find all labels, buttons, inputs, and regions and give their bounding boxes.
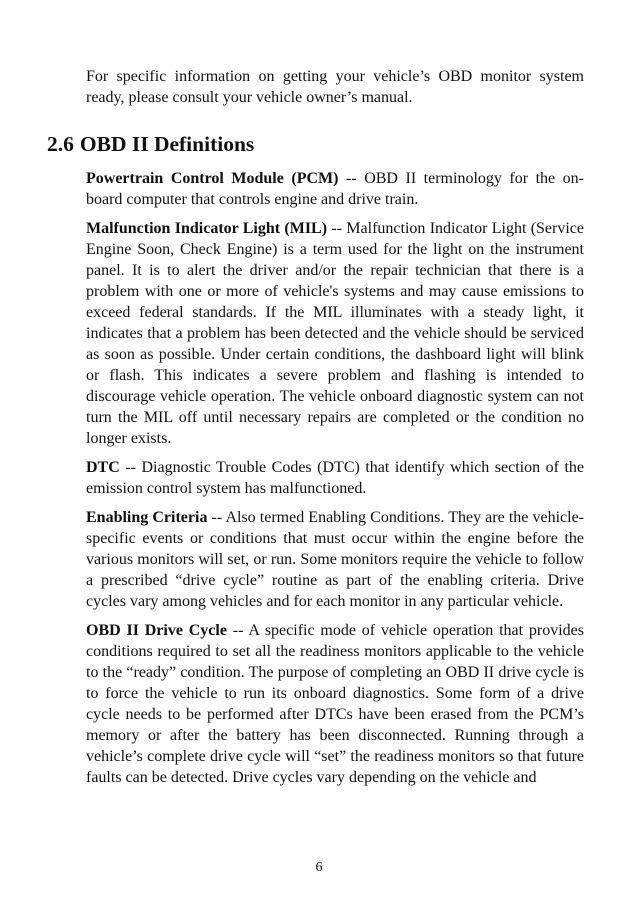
definition-term: Enabling Criteria (86, 509, 208, 526)
definition-mil (86, 218, 584, 449)
section-number: 2.6 (47, 132, 74, 156)
section-title: OBD II Definitions (79, 132, 255, 156)
definition-separator: -- (327, 220, 347, 237)
definition-body: Also termed Enabling Conditions. They are the vehicle-specific events or conditions that must occur within the engine before the various monitors will set, or run. Some monitors require the vehicle to follow a prescribed “drive cycle” routine as part of the enabling criteria. Drive cycles vary among vehicles and for each monitor in any particular vehicle. (86, 509, 584, 610)
definition-term: Powertrain Control Module (PCM) (86, 170, 339, 187)
definition-separator: -- (207, 509, 226, 526)
definition-separator: -- (226, 622, 249, 639)
definition-separator: -- (119, 459, 142, 476)
definition-drive-cycle (86, 620, 584, 788)
definition-dtc (86, 457, 584, 499)
definition-pcm (86, 168, 584, 210)
definition-body: A specific mode of vehicle operation that provides conditions required to set all the readiness monitors applicable to the vehicle to the “ready” condition. The purpose of completing an OBD II drive cycle is to force the vehicle to run its onboard diagnostics. Some form of a drive cycle needs to be performed after DTCs have been erased from the PCM’s memory or after the battery has been disconnected. Running through a vehicle’s complete drive cycle will “set” the readiness monitors so that future faults can be detected. Drive cycles vary depending on the vehicle and (86, 622, 584, 786)
definition-body: OBD II terminology for the on-board computer that controls engine and drive train. (86, 170, 585, 208)
definition-term: DTC (86, 459, 120, 476)
definition-enabling-criteria (86, 507, 584, 612)
definition-body: Malfunction Indicator Light (Service Engine Soon, Check Engine) is a term used for the light on the instrument panel. It is to alert the driver and/or the repair technician that there is a problem with one or more of vehicle's systems and may cause emissions to exceed federal standards. If the MIL illuminates with a steady light, it indicates that a problem has been detected and the vehicle should be serviced as soon as possible. Under certain conditions, the dashboard light will blink or flash. This indicates a severe problem and flashing is intended to discourage vehicle operation. The vehicle onboard diagnostic system can not turn the MIL off until necessary repairs are completed or the condition no longer exists. (86, 220, 584, 447)
intro-paragraph: For specific information on getting your vehicle’s OBD monitor system ready, please consult your vehicle owner’s manual. (86, 68, 584, 106)
definition-term: Malfunction Indicator Light (MIL) (86, 220, 328, 237)
definition-body: Diagnostic Trouble Codes (DTC) that identify which section of the emission control system has malfunctioned. (86, 459, 585, 497)
definitions-list (86, 168, 584, 796)
definition-separator: -- (338, 170, 365, 187)
page-number: 6 (315, 860, 323, 875)
section-heading (47, 130, 254, 158)
definition-term: OBD II Drive Cycle (86, 622, 227, 639)
